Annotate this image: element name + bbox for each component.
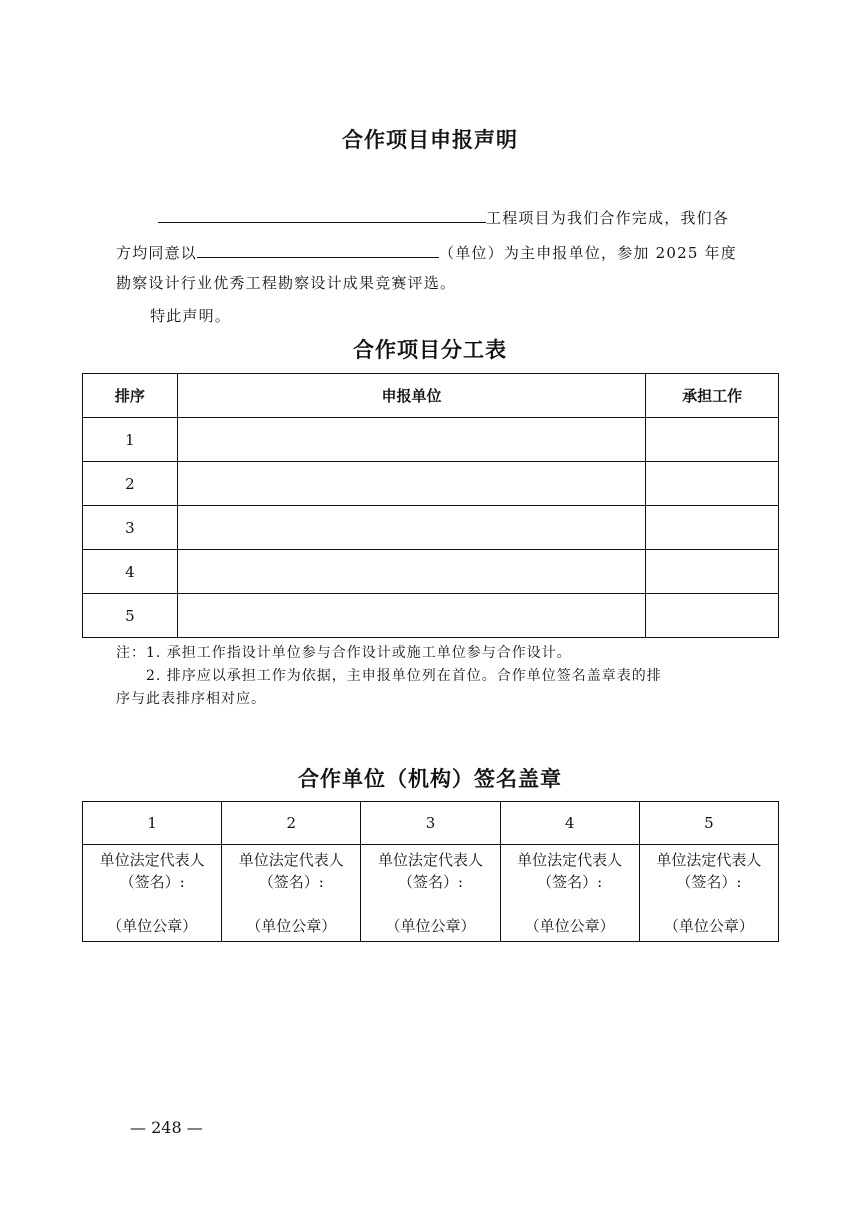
declaration-line-3: 勘察设计行业优秀工程勘察设计成果竞赛评选。 xyxy=(116,274,457,292)
division-table-title: 合作项目分工表 xyxy=(353,338,507,362)
row-index: 5 xyxy=(83,594,178,638)
line1-suffix: 工程项目为我们合作完成，我们各 xyxy=(486,209,730,227)
seal-label: （单位公章） xyxy=(246,917,337,935)
row-work-cell[interactable] xyxy=(646,594,779,638)
seal-label: （单位公章） xyxy=(385,917,476,935)
declaration-line-2 xyxy=(116,241,737,263)
row-work-cell[interactable] xyxy=(646,550,779,594)
division-table-header xyxy=(83,374,779,418)
row-index: 3 xyxy=(83,506,178,550)
row-index: 4 xyxy=(83,550,178,594)
legal-rep-label: 单位法定代表人 xyxy=(656,851,762,869)
page-number: — 248 — xyxy=(130,1118,203,1137)
signature-index-row xyxy=(83,802,779,845)
project-name-blank[interactable] xyxy=(158,206,486,223)
seal-label: （单位公章） xyxy=(107,917,198,935)
header-order: 排序 xyxy=(83,374,178,418)
sign-label: （签名）: xyxy=(676,873,742,891)
main-unit-blank[interactable] xyxy=(197,241,439,258)
note-2-line-1: 2. 排序应以承担工作为依据，主申报单位列在首位。合作单位签名盖章表的排 xyxy=(146,668,662,684)
legal-rep-label: 单位法定代表人 xyxy=(99,851,205,869)
signature-index: 4 xyxy=(500,802,639,845)
sign-label: （签名）: xyxy=(119,873,185,891)
signature-cell[interactable] xyxy=(83,845,222,942)
declaration-line-1 xyxy=(158,206,729,228)
sign-label: （签名）: xyxy=(258,873,324,891)
signature-cell[interactable] xyxy=(639,845,778,942)
row-unit-cell[interactable] xyxy=(177,594,646,638)
sign-label: （签名）: xyxy=(537,873,603,891)
table-row xyxy=(83,418,779,462)
legal-rep-label: 单位法定代表人 xyxy=(377,851,483,869)
table-row xyxy=(83,506,779,550)
row-work-cell[interactable] xyxy=(646,506,779,550)
signature-cell[interactable] xyxy=(361,845,500,942)
table-row xyxy=(83,462,779,506)
signature-table xyxy=(82,801,779,942)
note-1: 注：1. 承担工作指设计单位参与合作设计或施工单位参与合作设计。 xyxy=(116,645,572,661)
row-index: 1 xyxy=(83,418,178,462)
table-row xyxy=(83,550,779,594)
sign-label: （签名）: xyxy=(397,873,463,891)
legal-rep-label: 单位法定代表人 xyxy=(238,851,344,869)
header-unit: 申报单位 xyxy=(177,374,646,418)
header-work: 承担工作 xyxy=(646,374,779,418)
row-unit-cell[interactable] xyxy=(177,418,646,462)
declaration-closing: 特此声明。 xyxy=(150,307,232,325)
signature-cell[interactable] xyxy=(500,845,639,942)
row-unit-cell[interactable] xyxy=(177,550,646,594)
declaration-title: 合作项目申报声明 xyxy=(342,128,518,152)
signature-index: 3 xyxy=(361,802,500,845)
signature-cell[interactable] xyxy=(222,845,361,942)
row-unit-cell[interactable] xyxy=(177,462,646,506)
signature-index: 2 xyxy=(222,802,361,845)
line2-prefix: 方均同意以 xyxy=(116,244,198,262)
row-unit-cell[interactable] xyxy=(177,506,646,550)
table-row xyxy=(83,594,779,638)
row-index: 2 xyxy=(83,462,178,506)
legal-rep-label: 单位法定代表人 xyxy=(517,851,623,869)
row-work-cell[interactable] xyxy=(646,418,779,462)
signature-table-title: 合作单位（机构）签名盖章 xyxy=(298,767,562,791)
signature-index: 1 xyxy=(83,802,222,845)
signature-row xyxy=(83,845,779,942)
division-table xyxy=(82,373,779,638)
seal-label: （单位公章） xyxy=(524,917,615,935)
note-2-line-2: 序与此表排序相对应。 xyxy=(116,691,266,707)
row-work-cell[interactable] xyxy=(646,462,779,506)
line2-suffix: （单位）为主申报单位，参加 2025 年度 xyxy=(439,244,737,262)
seal-label: （单位公章） xyxy=(663,917,754,935)
signature-index: 5 xyxy=(639,802,778,845)
